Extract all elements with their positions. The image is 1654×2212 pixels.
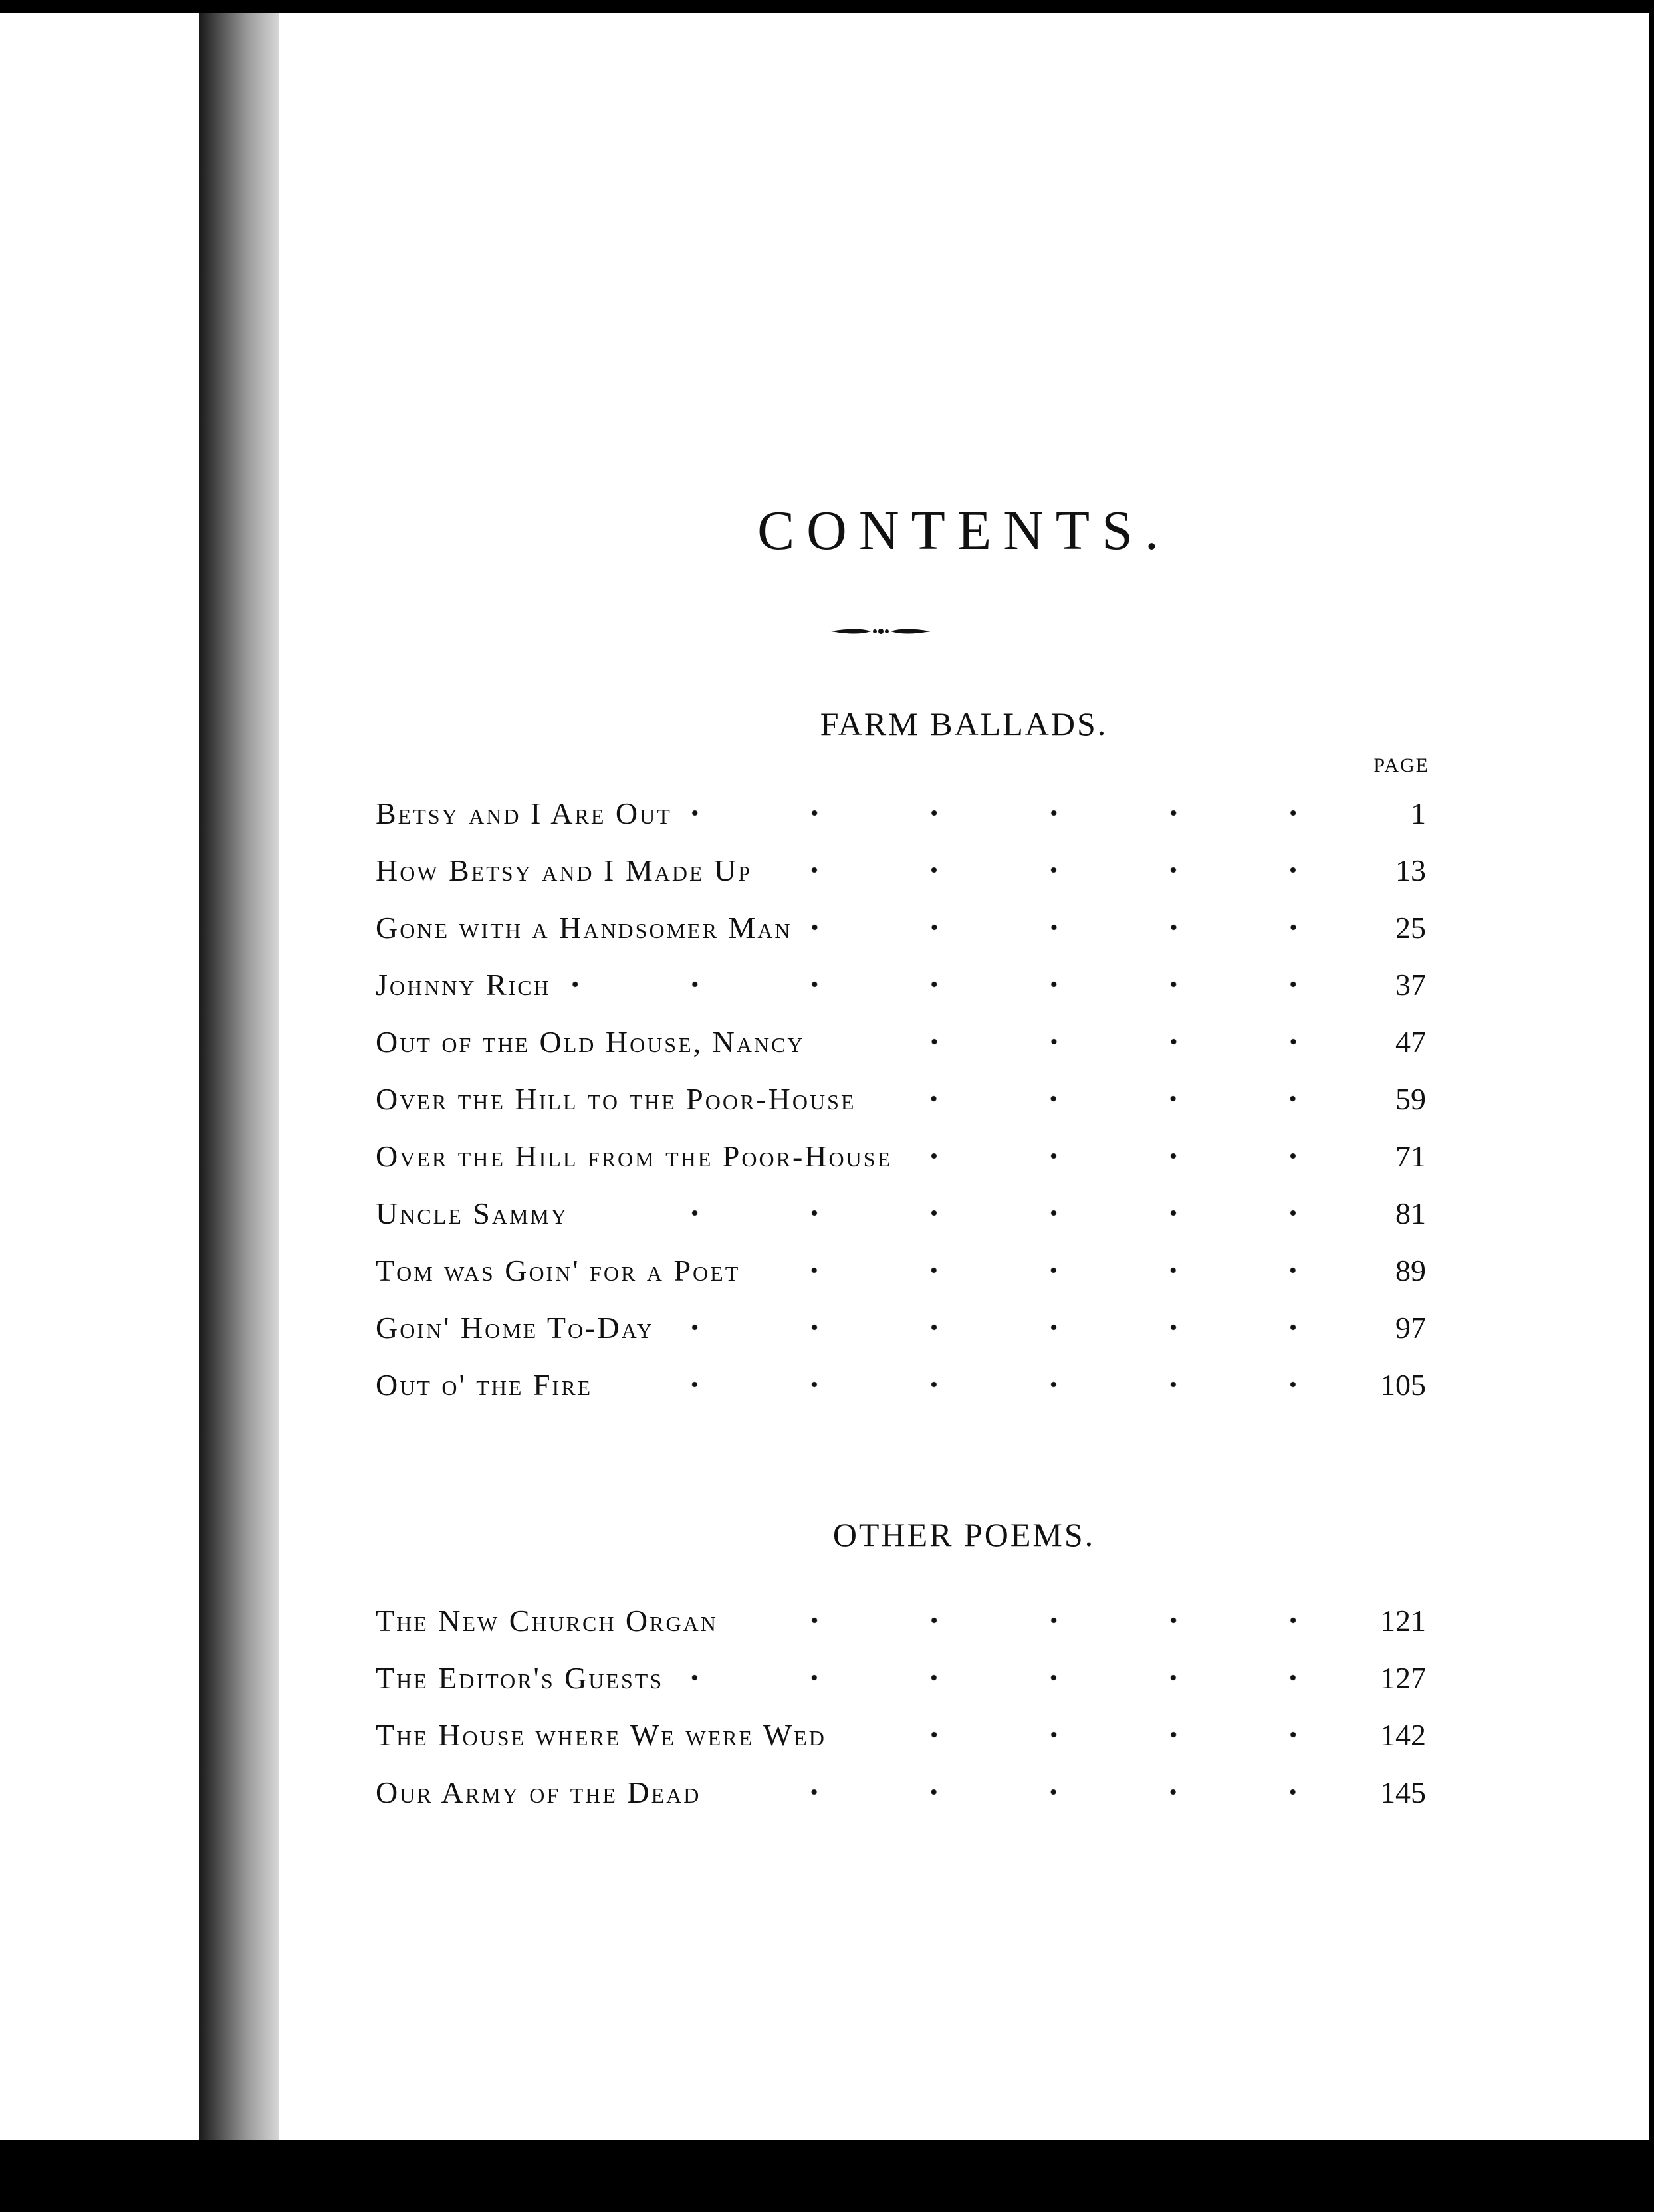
dot-leader: [582, 1210, 1353, 1216]
entry-title: Out of the Old House, Nancy: [376, 1024, 818, 1059]
dot-leader: [606, 1381, 1353, 1388]
entry-title: Uncle Sammy: [376, 1196, 582, 1231]
entry-title: How Betsy and I Made Up: [376, 853, 765, 888]
entry-page-number: 25: [1395, 910, 1426, 944]
toc-entry[interactable]: [376, 1184, 1426, 1242]
toc-entry[interactable]: [376, 1592, 1426, 1649]
dot-leader: [753, 1267, 1353, 1273]
dot-leader: [806, 924, 1353, 931]
book-gutter: [199, 13, 279, 2140]
page-column-label: PAGE: [1373, 754, 1429, 776]
entry-title: Tom was Goin' for a Poet: [376, 1253, 753, 1288]
toc-entry[interactable]: [376, 841, 1426, 899]
entry-title: Gone with a Handsomer Man: [376, 910, 806, 945]
toc-entry[interactable]: [376, 1299, 1426, 1356]
entry-page-number: 59: [1395, 1081, 1426, 1116]
entry-page-number: 142: [1380, 1717, 1426, 1752]
entry-page-number: 127: [1380, 1660, 1426, 1695]
toc-entry[interactable]: [376, 956, 1426, 1013]
toc-entry[interactable]: [376, 1356, 1426, 1413]
entry-title: Goin' Home To-Day: [376, 1310, 667, 1345]
toc-entry[interactable]: [376, 1242, 1426, 1299]
dot-leader: [765, 867, 1353, 873]
entry-page-number: 81: [1395, 1196, 1426, 1230]
dot-leader: [667, 1324, 1353, 1331]
page-title: CONTENTS.: [757, 500, 1171, 562]
toc-entry[interactable]: [376, 899, 1426, 956]
toc-list-other-poems: [376, 1592, 1426, 1821]
facing-page: [0, 13, 199, 2140]
entry-title: The Editor's Guests: [376, 1660, 677, 1696]
section-heading-other-poems: OTHER POEMS.: [832, 1516, 1096, 1553]
entry-page-number: 47: [1395, 1024, 1426, 1059]
entry-title: Our Army of the Dead: [376, 1775, 714, 1810]
dot-leader: [677, 1674, 1353, 1681]
toc-entry[interactable]: [376, 1706, 1426, 1763]
dot-leader: [818, 1038, 1353, 1045]
toc-entry[interactable]: [376, 1127, 1426, 1184]
entry-page-number: 37: [1395, 967, 1426, 1002]
entry-title: Out o' the Fire: [376, 1367, 606, 1402]
dot-leader: [869, 1095, 1353, 1102]
entry-page-number: 121: [1380, 1603, 1426, 1638]
entry-page-number: 145: [1380, 1775, 1426, 1809]
dot-leader: [731, 1617, 1353, 1624]
entry-title: The New Church Organ: [376, 1603, 731, 1638]
entry-title: Over the Hill to the Poor-House: [376, 1081, 869, 1117]
dot-leader: [685, 810, 1353, 816]
dot-leader: [564, 981, 1353, 988]
entry-page-number: 1: [1411, 796, 1426, 830]
contents-page: [279, 13, 1649, 2140]
scan-edge: [1649, 13, 1654, 2140]
dot-leader: [714, 1789, 1353, 1795]
toc-entry[interactable]: [376, 784, 1426, 841]
entry-title: Betsy and I Are Out: [376, 796, 685, 831]
entry-page-number: 71: [1395, 1139, 1426, 1173]
entry-page-number: 97: [1395, 1310, 1426, 1345]
dot-leader: [840, 1731, 1353, 1738]
toc-list-farm-ballads: [376, 784, 1426, 1413]
entry-page-number: 105: [1380, 1367, 1426, 1402]
entry-title: Over the Hill from the Poor-House: [376, 1139, 905, 1174]
entry-page-number: 89: [1395, 1253, 1426, 1287]
entry-title: Johnny Rich: [376, 967, 564, 1002]
dot-leader: [905, 1153, 1353, 1159]
toc-entry[interactable]: [376, 1070, 1426, 1127]
entry-title: The House where We were Wed: [376, 1717, 840, 1753]
toc-entry[interactable]: [376, 1013, 1426, 1070]
entry-page-number: 13: [1395, 853, 1426, 887]
toc-entry[interactable]: [376, 1763, 1426, 1821]
ornament-divider: [831, 621, 931, 641]
toc-entry[interactable]: [376, 1649, 1426, 1706]
section-heading-farm-ballads: FARM BALLADS.: [820, 705, 1108, 742]
